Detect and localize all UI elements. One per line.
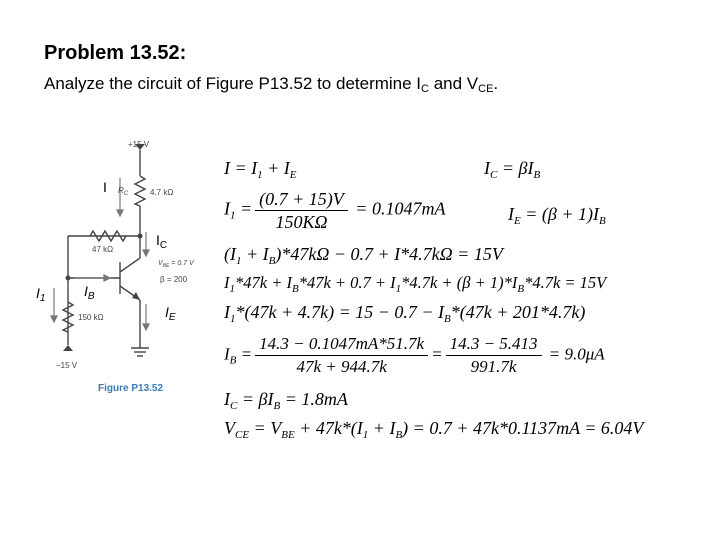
resistor-rc	[135, 176, 145, 206]
equation-ic-result: $I_C = \beta I_B = 1.8mA$	[224, 389, 348, 412]
equation-ib: $I_B$ = $\frac{14.3 - 0.1047mA*51.7k}{47k + 944.7k}$ = $\frac{14.3 - 5.413}{991.7k}$ = 9.0μA	[224, 334, 605, 376]
equation-kvl: $(I_1 + I_B)*47k\Omega - 0.7 + I*4.7k\Omega = 15V$	[224, 244, 503, 267]
problem-title: Problem 13.52:	[44, 42, 187, 64]
r47-label: 47 kΩ	[92, 245, 114, 254]
current-arrow-ib-head-icon	[104, 275, 110, 281]
equation-kvl-expanded: $I_1*47k + I_B*47k + 0.7 + I_1*4.7k + (\beta + 1)*I_B*4.7k = 15V$	[224, 273, 607, 295]
equation-ie-beta: $I_E = (\beta + 1)I_B$	[508, 204, 606, 227]
label-i1: $I_1$	[36, 285, 46, 304]
beta-label: β = 200	[160, 275, 188, 284]
label-ic: $I_C$	[156, 232, 168, 251]
label-ie: $I_E$	[165, 304, 176, 323]
rc-value: 4.7 kΩ	[150, 188, 174, 197]
vee-arrow-icon	[63, 345, 73, 351]
label-ib: $I_B$	[84, 283, 95, 302]
node-dot	[138, 234, 143, 239]
equation-ic-beta: $I_C = \beta I_B$	[484, 158, 541, 181]
figure-caption: Figure P13.52	[98, 383, 164, 394]
node-dot	[66, 276, 71, 281]
current-arrow-ic-head-icon	[143, 250, 149, 256]
r150-label: 150 kΩ	[78, 313, 104, 322]
label-i: I	[103, 179, 107, 195]
vee-label: −15 V	[56, 361, 78, 370]
current-arrow-i1-head-icon	[51, 316, 57, 322]
problem-statement: Analyze the circuit of Figure P13.52 to determine $I_C$ and $V_{CE}$.	[44, 74, 499, 95]
current-arrow-i-head-icon	[117, 210, 123, 216]
equation-i1: $I_1$ = $\frac{(0.7 + 15)V}{150K\Omega}$ = 0.1047mA	[224, 189, 446, 232]
equation-vce-result: $V_{CE} = V_{BE} + 47k*(I_1 + I_B) = 0.7 + 47k*0.1137mA = 6.04V$	[224, 418, 644, 441]
vcc-label: +15 V	[128, 140, 150, 149]
current-arrow-ie-head-icon	[143, 324, 149, 330]
equation-kvl-grouped: $I_1*(47k + 4.7k) = 15 - 0.7 - I_B*(47k + 201*4.7k)$	[224, 302, 586, 325]
vbe-label: $V_{BE} = 0.7$ V	[158, 260, 194, 269]
resistor-47k	[90, 231, 126, 241]
equation-i-sum: $I = I_1 + I_E$	[224, 158, 297, 181]
rc-label: $R_C$	[118, 186, 129, 197]
